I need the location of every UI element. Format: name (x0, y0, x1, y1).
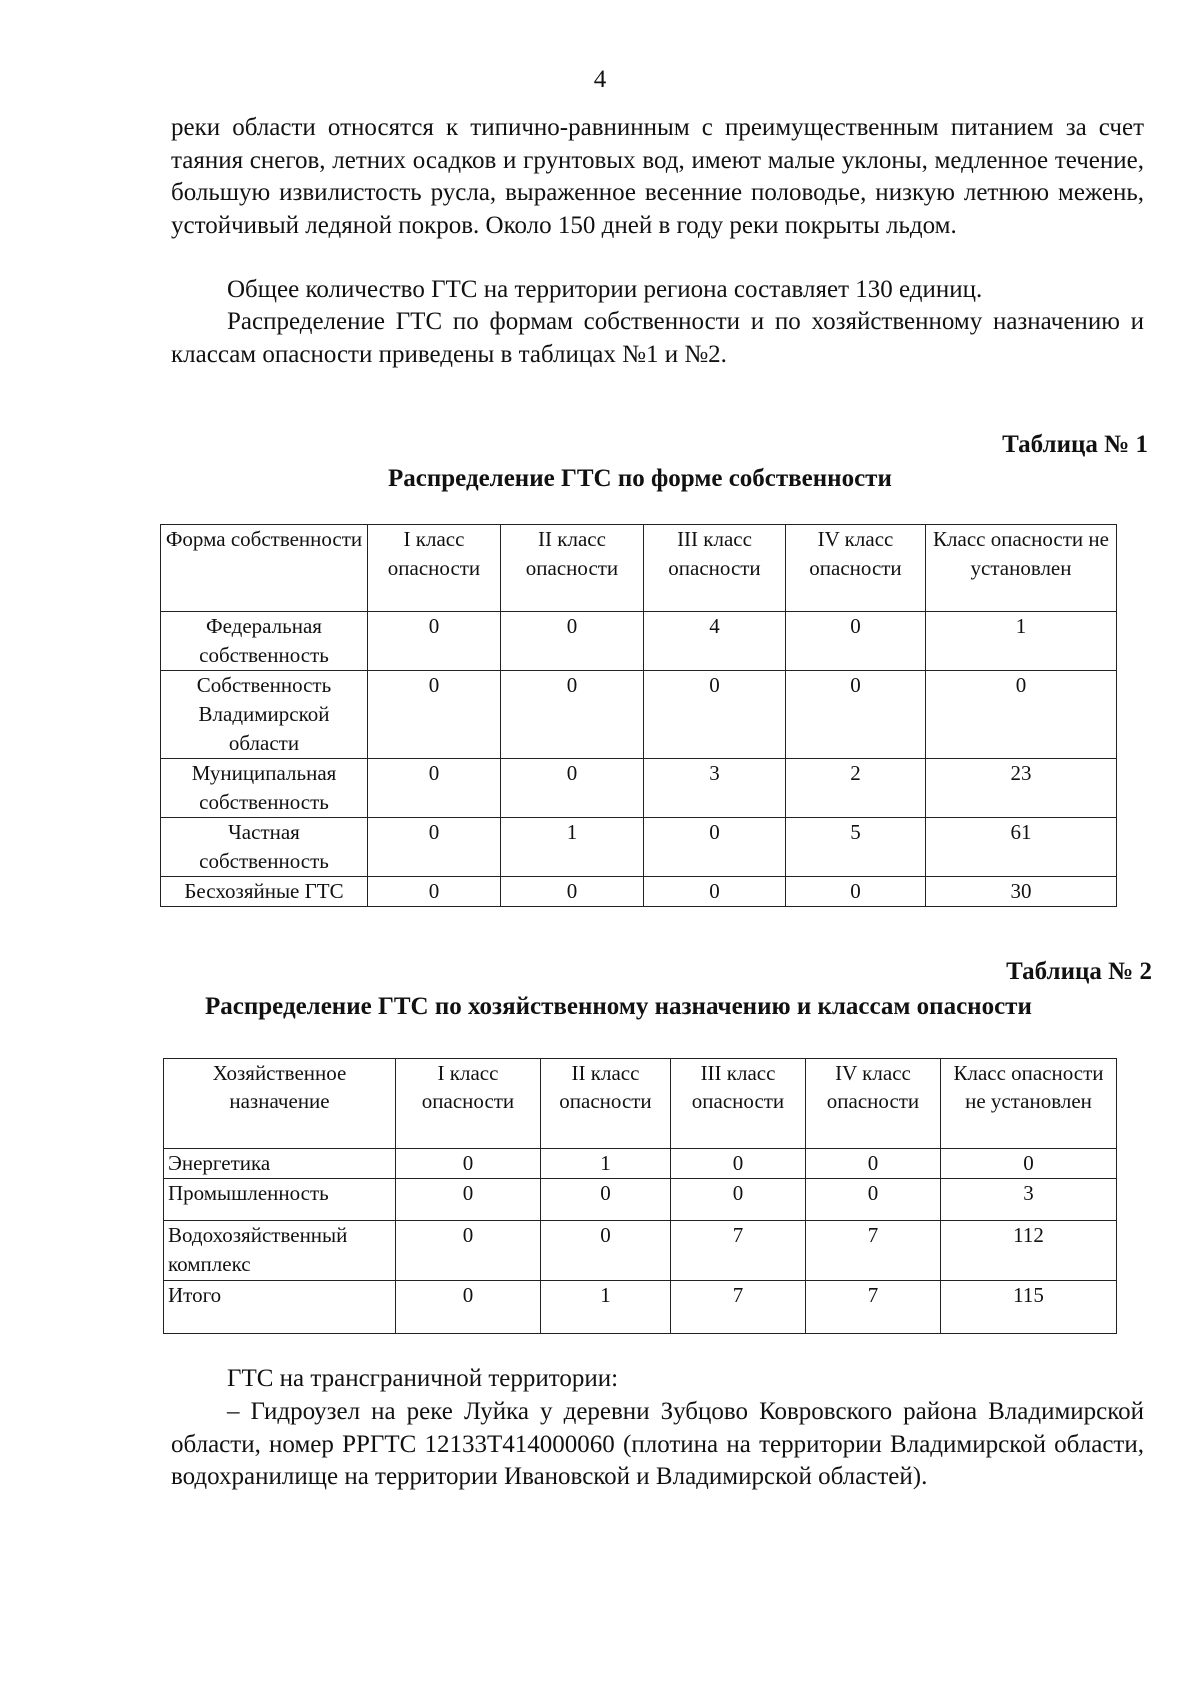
intro-paragraph-2: Общее количество ГТС на территории региона составляет 130 единиц. (227, 276, 983, 303)
column-header: Хозяйственное назначение (164, 1059, 396, 1149)
purpose-hazard-table (163, 1058, 1117, 1334)
column-header: III класс опасности (644, 525, 786, 612)
table-cell: 0 (501, 759, 644, 818)
table-cell: 115 (941, 1281, 1117, 1334)
outro-paragraph-2: – Гидроузел на реке Луйка у деревни Зубцово Ковровского района Владимирской области, номер РРГТС 12133Т414000060 (плотина на территории Владимирской области, водохранилище на территории Ивановской и Владимирской областей). (171, 1398, 1144, 1490)
table-cell: 61 (926, 818, 1117, 877)
column-header: I класс опасности (368, 525, 501, 612)
table-cell: 0 (786, 877, 926, 907)
table-cell: 0 (671, 1149, 806, 1179)
table-cell: 7 (806, 1281, 941, 1334)
table-cell: 1 (926, 612, 1117, 671)
row-label: Водохозяйственный комплекс (164, 1221, 396, 1281)
table-cell: 0 (501, 612, 644, 671)
table-cell: 0 (644, 818, 786, 877)
row-label: Собственность Владимирской области (161, 671, 368, 759)
table-cell: 0 (396, 1179, 541, 1221)
table-row (164, 1221, 1117, 1281)
table-cell: 0 (368, 759, 501, 818)
table-cell: 1 (501, 818, 644, 877)
table-cell: 0 (368, 877, 501, 907)
table-row (161, 818, 1117, 877)
table-cell: 0 (368, 818, 501, 877)
table-cell: 0 (671, 1179, 806, 1221)
table-cell: 1 (541, 1281, 671, 1334)
column-header: Класс опасности не установлен (926, 525, 1117, 612)
column-header: III класс опасности (671, 1059, 806, 1149)
table-cell: 0 (644, 877, 786, 907)
ownership-table (160, 524, 1117, 907)
table-cell: 0 (541, 1221, 671, 1281)
intro-paragraph-1: реки области относятся к типично-равнинным с преимущественным питанием за счет таяния снегов, летних осадков и грунтовых вод, имеют малые уклоны, медленное течение, большую извилистость русла, выраженное весенние половодье, низкую летнюю межень, устойчивый ледяной покров. Около 150 дней в году реки покрыты льдом. (171, 114, 1144, 239)
table-cell: 0 (806, 1149, 941, 1179)
table-cell: 3 (644, 759, 786, 818)
column-header: II класс опасности (541, 1059, 671, 1149)
table-cell: 0 (396, 1149, 541, 1179)
page-number: 4 (593, 66, 607, 93)
row-label: Энергетика (164, 1149, 396, 1179)
column-header: II класс опасности (501, 525, 644, 612)
table-cell: 7 (806, 1221, 941, 1281)
table-cell: 0 (368, 612, 501, 671)
table-cell: 4 (644, 612, 786, 671)
table-cell: 0 (501, 671, 644, 759)
table-cell: 0 (926, 671, 1117, 759)
table-row (164, 1179, 1117, 1221)
table-row (161, 759, 1117, 818)
table-1-label: Таблица № 1 (1002, 431, 1148, 458)
row-label: Частная собственность (161, 818, 368, 877)
table-cell: 30 (926, 877, 1117, 907)
row-label: Муниципальная собственность (161, 759, 368, 818)
table-cell: 23 (926, 759, 1117, 818)
table-cell: 0 (541, 1179, 671, 1221)
row-label: Итого (164, 1281, 396, 1334)
column-header: Класс опасности не установлен (941, 1059, 1117, 1149)
table-row (161, 612, 1117, 671)
table-row (164, 1281, 1117, 1334)
table-cell: 112 (941, 1221, 1117, 1281)
table-header-row (164, 1059, 1117, 1149)
column-header: IV класс опасности (786, 525, 926, 612)
table-cell: 5 (786, 818, 926, 877)
table-cell: 0 (396, 1281, 541, 1334)
table-1-title: Распределение ГТС по форме собственности (388, 465, 892, 492)
outro-paragraph-1: ГТС на трансграничной территории: (227, 1365, 619, 1392)
table-header-row (161, 525, 1117, 612)
table-row (161, 671, 1117, 759)
table-cell: 0 (786, 671, 926, 759)
intro-paragraph-3: Распределение ГТС по формам собственности и по хозяйственному назначению и классам опасности приведены в таблицах №1 и №2. (171, 308, 1144, 368)
row-label: Бесхозяйные ГТС (161, 877, 368, 907)
column-header: IV класс опасности (806, 1059, 941, 1149)
table-cell: 0 (644, 671, 786, 759)
table-cell: 3 (941, 1179, 1117, 1221)
table-cell: 0 (806, 1179, 941, 1221)
table-cell: 0 (501, 877, 644, 907)
table-cell: 7 (671, 1221, 806, 1281)
table-2-label: Таблица № 2 (1006, 958, 1152, 985)
table-cell: 0 (941, 1149, 1117, 1179)
table-2-title: Распределение ГТС по хозяйственному назначению и классам опасности (205, 993, 1032, 1020)
table-cell: 1 (541, 1149, 671, 1179)
row-label: Промышленность (164, 1179, 396, 1221)
table-cell: 7 (671, 1281, 806, 1334)
table-cell: 0 (368, 671, 501, 759)
column-header: I класс опасности (396, 1059, 541, 1149)
column-header: Форма собственности (161, 525, 368, 612)
table-cell: 0 (396, 1221, 541, 1281)
table-row (164, 1149, 1117, 1179)
table-cell: 2 (786, 759, 926, 818)
row-label: Федеральная собственность (161, 612, 368, 671)
table-row (161, 877, 1117, 907)
table-cell: 0 (786, 612, 926, 671)
